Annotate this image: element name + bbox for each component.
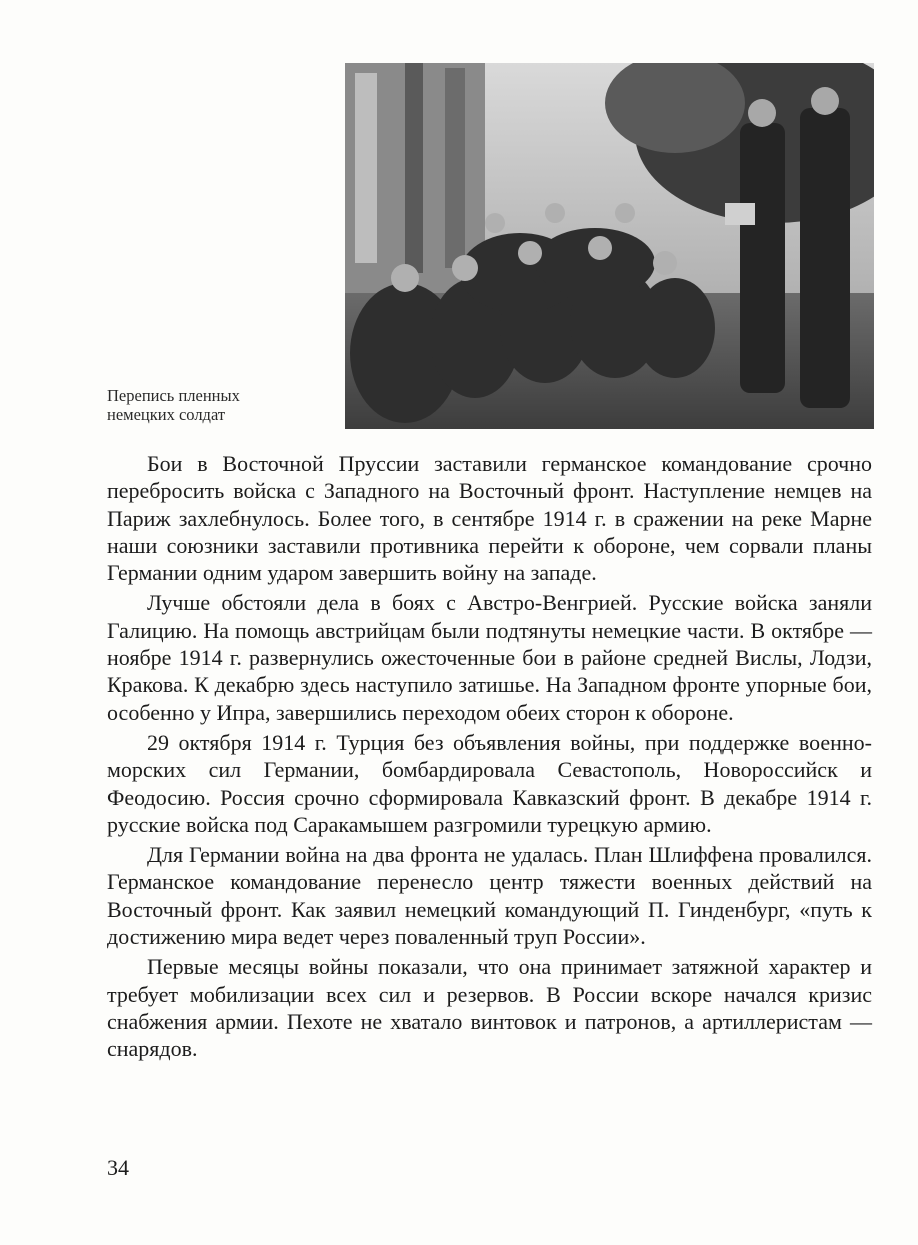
paragraph-1: Бои в Восточной Пруссии заставили германское командование срочно перебросить войска с Западного на Восточный фронт. Наступление немцев на Париж захлебнулось. Более того, в сентябре 1914 г. в сражении на реке Марне наши союзники заставили противника перейти к обороне, чем сорвали планы Германии одним ударом завершить войну на западе. [107, 451, 872, 586]
paragraph-4: Для Германии война на два фронта не удалась. План Шлиффена провалился. Германское командование перенесло центр тяжести военных действий на Восточный фронт. Как заявил немецкий командующий П. Гинденбург, «путь к достижению мира ведет через поваленный труп России». [107, 842, 872, 950]
photo-prisoners-census-image [345, 63, 874, 429]
photo-illustration [345, 63, 874, 429]
paragraph-5: Первые месяцы войны показали, что она принимает затяжной характер и требует мобилизации всех сил и резервов. В России вскоре начался кризис снабжения армии. Пехоте не хватало винтовок и патронов, а артиллеристам — снарядов. [107, 954, 872, 1062]
paragraph-3: 29 октября 1914 г. Турция без объявления войны, при поддержке военно-морских сил Германии, бомбардировала Севастополь, Новороссийск и Феодосию. Россия срочно сформировала Кавказский фронт. В декабре 1914 г. русские войска под Саракамышем разгромили турецкую армию. [107, 729, 872, 837]
figure-caption [107, 386, 327, 424]
caption-line-2: немецких солдат [107, 405, 226, 424]
caption-line-1: Перепись пленных [107, 386, 240, 405]
paragraph-2: Лучше обстояли дела в боях с Австро-Венгрией. Русские войска заняли Галицию. На помощь австрийцам были подтянуты немецкие части. В октябре — ноябре 1914 г. развернулись ожесточенные бои в районе средней Вислы, Лодзи, Кракова. К декабрю здесь наступило затишье. На Западном фронте упорные бои, особенно у Ипра, завершились переходом обеих сторон к обороне. [107, 590, 872, 725]
page-number: 34 [107, 1155, 129, 1180]
body-text [107, 450, 872, 1066]
